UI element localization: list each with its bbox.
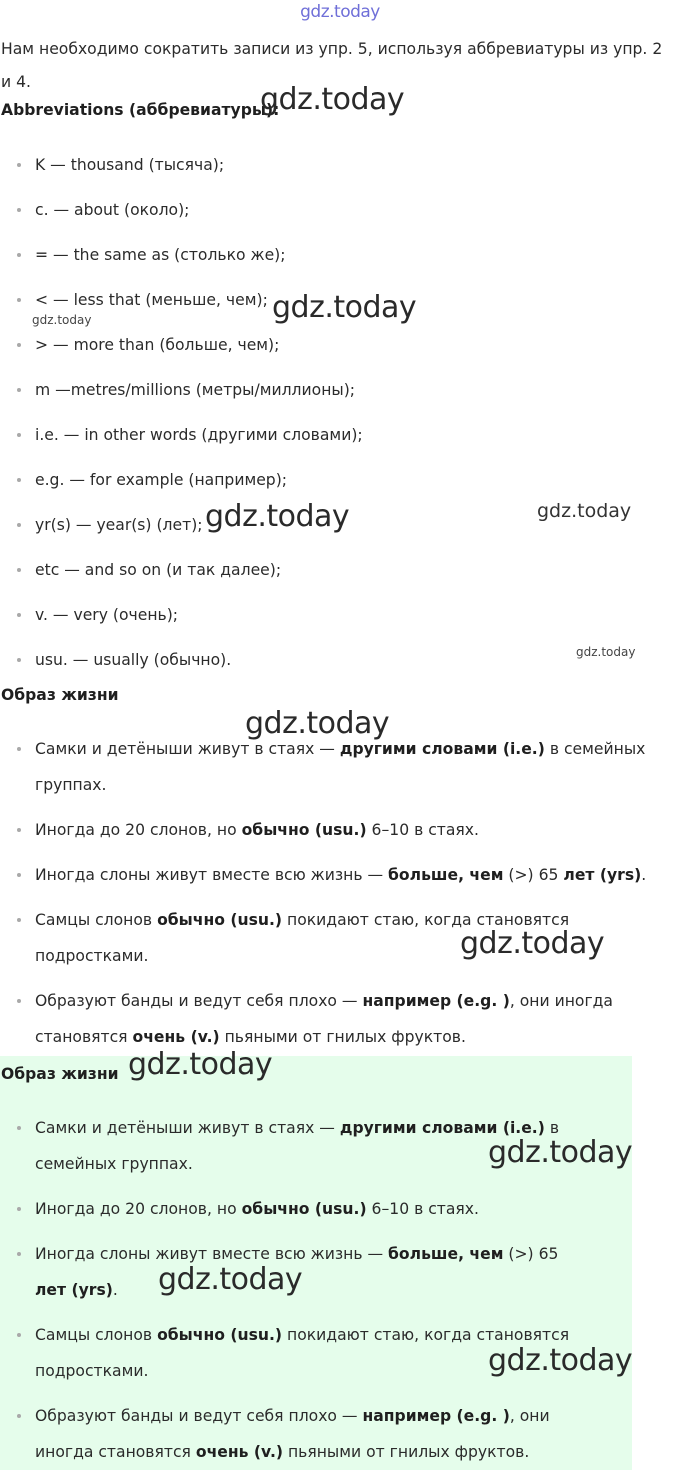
watermark: gdz.today	[260, 82, 405, 117]
item-text: пьяными от гнилых фруктов.	[219, 1028, 466, 1046]
watermark: gdz.today	[460, 926, 605, 961]
list-item: < — less that (меньше, чем);	[0, 290, 363, 335]
item-text: в семейных группах.	[35, 1119, 560, 1173]
list-item: i.e. — in other words (другими словами);	[0, 425, 363, 470]
item-text: Иногда до 20 слонов, но	[35, 821, 242, 839]
item-text: Самки и детёныши живут в стаях —	[35, 740, 340, 758]
list-item: e.g. — for example (например);	[0, 470, 363, 515]
item-text: Иногда слоны живут вместе всю жизнь —	[35, 866, 389, 884]
item-bold-text: лет (yrs)	[35, 1281, 113, 1299]
item-text: 6–10 в стаях.	[366, 1200, 479, 1218]
item-text: , они иногда становятся	[35, 1407, 550, 1461]
watermark: gdz.today	[205, 499, 350, 534]
watermark: gdz.today	[272, 290, 417, 325]
abbreviations-list	[0, 155, 363, 695]
item-text: Образуют банды и ведут себя плохо —	[35, 992, 363, 1010]
item-text: Самки и детёныши живут в стаях —	[35, 1119, 340, 1137]
item-text: Иногда до 20 слонов, но	[35, 1200, 242, 1218]
item-text: Самцы слонов	[35, 1326, 158, 1344]
item-text: (>) 65	[503, 1245, 559, 1263]
watermark: gdz.today	[245, 706, 390, 741]
watermark: gdz.today	[537, 500, 632, 522]
watermark: gdz.today	[158, 1262, 303, 1297]
item-text: 6–10 в стаях.	[366, 821, 479, 839]
lifestyle-heading: Образ жизни	[1, 1065, 119, 1083]
lifestyle-heading: Образ жизни	[1, 686, 119, 704]
item-bold-text: например (e.g. )	[362, 1407, 510, 1425]
item-bold-text: обычно (usu.)	[241, 821, 367, 839]
header-watermark: gdz.today	[300, 2, 380, 22]
item-bold-text: другими словами (i.e.)	[339, 1119, 545, 1137]
list-item: = — the same as (столько же);	[0, 245, 363, 290]
item-text: покидают стаю, когда становятся подростками.	[35, 1326, 570, 1380]
list-item: v. — very (очень);	[0, 605, 363, 650]
item-bold-text: больше, чем	[388, 866, 504, 884]
list-item	[0, 812, 660, 848]
item-text: Образуют банды и ведут себя плохо —	[35, 1407, 363, 1425]
item-text: Самцы слонов	[35, 911, 158, 929]
item-bold-text: очень (v.)	[132, 1028, 220, 1046]
intro-paragraph: Нам необходимо сократить записи из упр. 5, используя аббревиатуры из упр. 2 и 4.	[1, 40, 663, 91]
list-item: yr(s) — year(s) (лет);	[0, 515, 363, 560]
item-text: .	[112, 1281, 118, 1299]
item-text: Иногда слоны живут вместе всю жизнь —	[35, 1245, 389, 1263]
list-item: c. — about (около);	[0, 200, 363, 245]
item-text: .	[641, 866, 647, 884]
item-text: пьяными от гнилых фруктов.	[283, 1443, 530, 1461]
list-item: etc — and so on (и так далее);	[0, 560, 363, 605]
list-item	[0, 983, 660, 1055]
item-bold-text: очень (v.)	[195, 1443, 284, 1461]
lifestyle-list	[0, 731, 660, 1064]
watermark: gdz.today	[128, 1047, 273, 1082]
list-item: usu. — usually (обычно).	[0, 650, 363, 695]
list-item	[0, 857, 660, 893]
item-text: покидают стаю, когда становятся подростками.	[35, 911, 570, 965]
list-item	[0, 731, 660, 803]
item-bold-text: больше, чем	[388, 1245, 504, 1263]
item-bold-text: обычно (usu.)	[241, 1200, 367, 1218]
item-bold-text: например (e.g. )	[362, 992, 510, 1010]
list-item	[0, 1398, 590, 1470]
item-bold-text: лет (yrs)	[563, 866, 642, 884]
item-bold-text: обычно (usu.)	[157, 911, 283, 929]
watermark: gdz.today	[576, 645, 636, 659]
list-item: m —metres/millions (метры/миллионы);	[0, 380, 363, 425]
watermark: gdz.today	[32, 313, 92, 327]
list-item: K — thousand (тысяча);	[0, 155, 363, 200]
item-text: в семейных группах.	[35, 740, 646, 794]
watermark: gdz.today	[488, 1135, 633, 1170]
list-item	[0, 1191, 590, 1227]
abbreviations-heading: Abbreviations (аббревиатуры):	[1, 101, 280, 119]
item-bold-text: другими словами (i.e.)	[339, 740, 545, 758]
item-text: , они иногда становятся	[35, 992, 613, 1046]
watermark: gdz.today	[488, 1343, 633, 1378]
item-text: (>) 65	[503, 866, 564, 884]
list-item: > — more than (больше, чем);	[0, 335, 363, 380]
item-bold-text: обычно (usu.)	[157, 1326, 283, 1344]
